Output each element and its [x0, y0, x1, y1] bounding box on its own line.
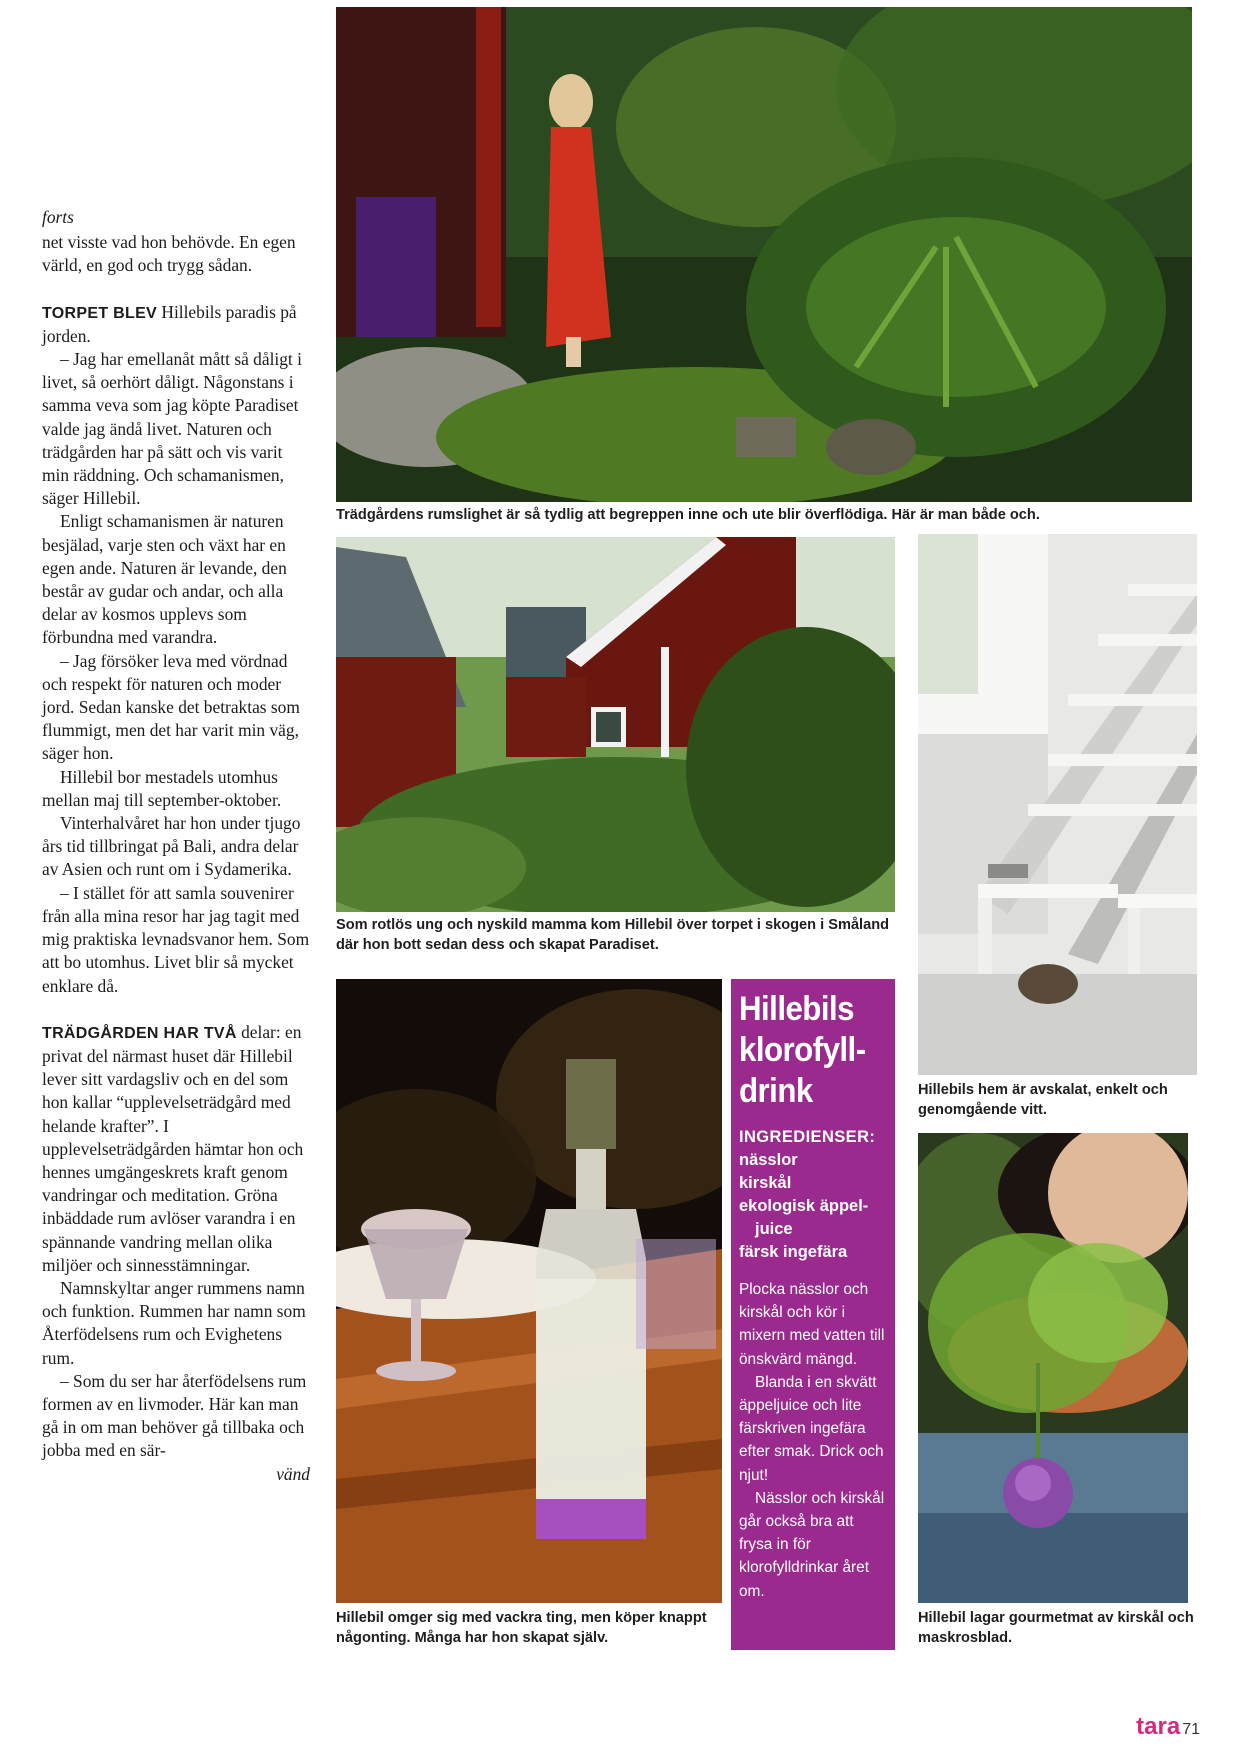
- ingredient-item: nässlor: [739, 1151, 798, 1169]
- photo-caption: Hillebil lagar gourmetmat av kirskål och maskrosblad.: [918, 1610, 1194, 1646]
- article-paragraph: Vinterhalvåret har hon under tjugo års tid tillbringat på Bali, andra delar av Asien och runt om i Sydamerika.: [42, 813, 301, 880]
- article-paragraph: – Som du ser har återfödelsens rum formen av en livmoder. Här kan man gå in om man behöver gå tillbaka och jobba med en sär-: [42, 1370, 307, 1461]
- article-column: [42, 206, 310, 1486]
- continued-label: forts: [42, 207, 74, 227]
- photo-caption: Trädgårdens rumslighet är så tydlig att begreppen inne och ute blir överflödiga. Här är man både och.: [336, 507, 1040, 523]
- article-paragraph: – I stället för att samla souvenirer från alla mina resor har jag tagit med mig praktiska levnadsvanor hem. Som att bo utomhus. Livet blir så mycket enklare då.: [42, 882, 310, 996]
- article-paragraph: TORPET BLEV Hillebils paradis på jorden.: [42, 301, 297, 346]
- recipe-box: [731, 979, 895, 1650]
- magazine-logo: tara: [1136, 1713, 1181, 1740]
- article-paragraph: Enligt schamanismen är naturen besjälad, varje sten och växt har en egen ande. Naturen är levande, den består av gudar och andar, och alla delar av kosmos upplevs som förbundna med varandra.: [42, 511, 287, 648]
- photo-caption: Hillebil omger sig med vackra ting, men köper knappt någonting. Många har hon skapat själv.: [336, 1610, 707, 1646]
- paragraph-lead-in: TRÄDGÅRDEN HAR TVÅ: [42, 1024, 237, 1042]
- garden-photo: [336, 7, 1192, 502]
- ingredient-item: färsk ingefära: [739, 1243, 848, 1261]
- instruction-paragraph: Plocka nässlor och kirskål och kör i mixern med vatten till önskvärd mängd.: [739, 1281, 885, 1368]
- article-paragraph: Namnskyltar anger rummens namn och funktion. Rummen har namn som Återfödelsens rum och Evighetens rum.: [42, 1277, 306, 1368]
- bottle-photo: [336, 979, 722, 1603]
- ingredient-item: juice: [755, 1220, 793, 1238]
- recipe-instructions: [739, 1278, 887, 1603]
- photo-caption: Hillebils hem är avskalat, enkelt och genomgående vitt.: [918, 1082, 1168, 1118]
- article-paragraph: – Jag försöker leva med vördnad och respekt för naturen och moder jord. Sedan kanske det betraktas som flummigt, men det har varit min väg, säger hon.: [42, 650, 300, 764]
- instruction-paragraph: Blanda i en skvätt äppeljuice och lite färskriven ingefära efter smak. Drick och njut!: [739, 1373, 884, 1484]
- article-paragraph: – Jag har emellanåt mått så dåligt i livet, så oerhört dåligt. Någonstans i samma veva som jag köpte Paradiset valde jag ändå livet. Naturen och trädgården har på sätt och vis varit min räddning. Och schamanismen, säger Hillebil.: [42, 349, 302, 509]
- house-photo: [336, 537, 895, 912]
- turn-page-label: vänd: [276, 1463, 310, 1484]
- article-paragraph: TRÄDGÅRDEN HAR TVÅ delar: en privat del närmast huset där Hillebil lever sitt vardagsliv och en del som hon kallar “upplevelseträdgård med helande krafter”. I upplevelseträdgården hämtar hon och hennes umgängeskrets kraft genom vandringar och meditation. Gröna inbäddade rum avlöser varandra i en spännande vandring mellan olika miljöer och sinnesstämningar.: [42, 1021, 304, 1275]
- instruction-paragraph: Nässlor och kirskål går också bra att frysa in för klorofylldrinkar året om.: [739, 1489, 885, 1600]
- page-footer: [1136, 1713, 1200, 1741]
- recipe-title: Hillebils klorofyll- drink: [739, 990, 866, 1110]
- ingredients-heading: INGREDIENSER:: [739, 1128, 876, 1146]
- article-paragraph: net visste vad hon behövde. En egen värld, en god och trygg sådan.: [42, 232, 296, 276]
- herbs-photo: [918, 1133, 1188, 1603]
- page-number: 71: [1182, 1721, 1200, 1738]
- ingredient-item: kirskål: [739, 1174, 792, 1192]
- photo-caption: Som rotlös ung och nyskild mamma kom Hillebil över torpet i skogen i Småland där hon bott sedan dess och skapat Paradiset.: [336, 917, 890, 953]
- stairs-photo: [918, 534, 1197, 1075]
- article-paragraph: Hillebil bor mestadels utomhus mellan maj till september-oktober.: [42, 766, 282, 810]
- paragraph-lead-in: TORPET BLEV: [42, 304, 158, 322]
- ingredient-item: ekologisk äppel-: [739, 1197, 869, 1215]
